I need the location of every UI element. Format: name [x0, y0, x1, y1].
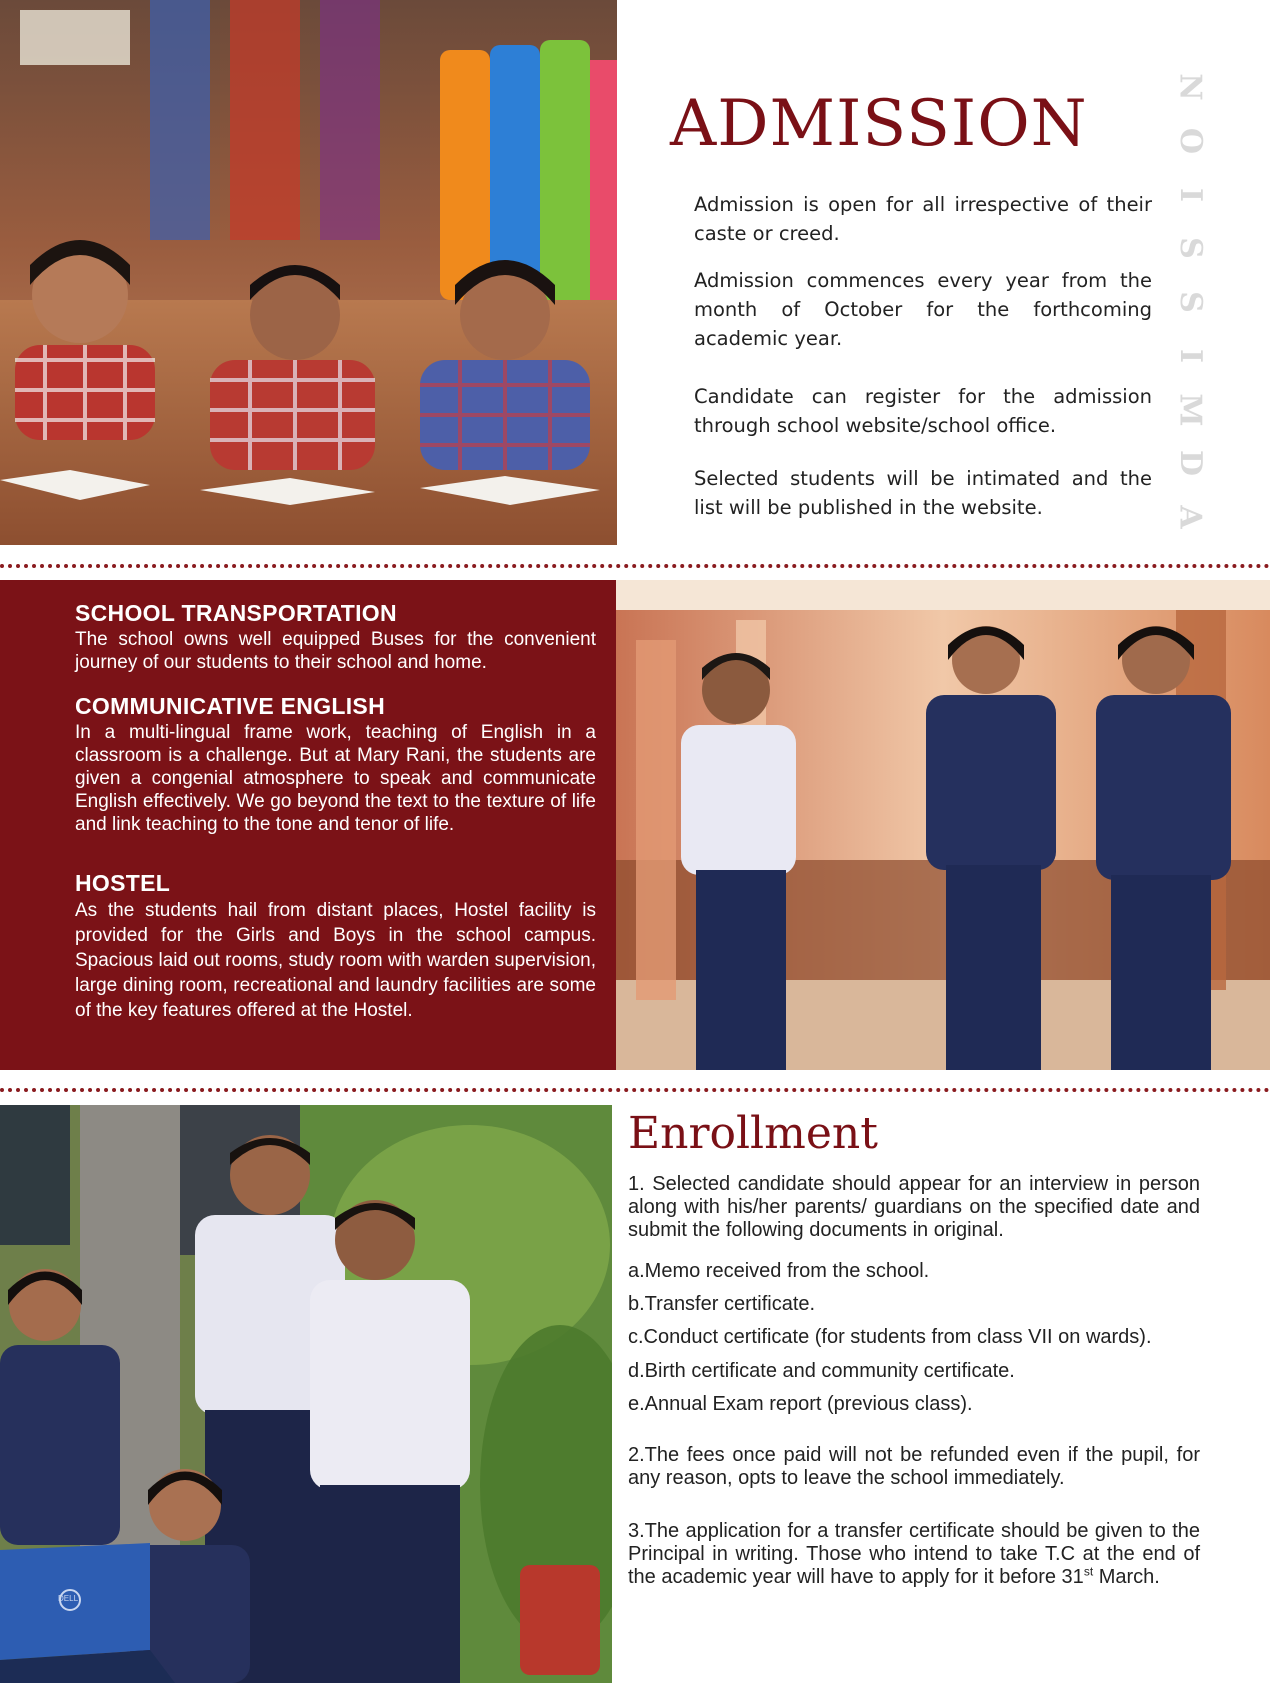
students-corridor-photo	[616, 580, 1270, 1070]
english-heading: COMMUNICATIVE ENGLISH	[75, 693, 385, 719]
document-item: b.Transfer certificate.	[628, 1293, 816, 1315]
dotted-divider	[0, 564, 1270, 568]
document-item: d.Birth certificate and community certificate.	[628, 1360, 1015, 1382]
laptop-brand-logo: DELL	[58, 1594, 79, 1603]
children-reading-photo	[0, 0, 617, 545]
document-item: e.Annual Exam report (previous class).	[628, 1393, 973, 1415]
enrollment-point-2: 2.The fees once paid will not be refunded even if the pupil, for any reason, opts to leave the school immediately.	[628, 1444, 1200, 1489]
document-item: a.Memo received from the school.	[628, 1260, 930, 1282]
watermark-letter: I	[1172, 187, 1208, 202]
watermark-letter: D	[1172, 450, 1208, 477]
admission-paragraph: Admission is open for all irrespective of their caste or creed.	[694, 193, 1152, 245]
english-text: In a multi-lingual frame work, teaching of English in a classroom is a challenge. But at Mary Rani, the students are given a congenial atmosphere to speak and communicate English effectively. We go beyond the text to the texture of life and link teaching to the tone and tenor of life.	[75, 722, 596, 835]
enrollment-point-3-end: March.	[1098, 1566, 1160, 1588]
watermark-letter: I	[1172, 348, 1208, 363]
enrollment-title: Enrollment	[628, 1108, 878, 1159]
hostel-text: As the students hail from distant places, Hostel facility is provided for the Girls and Boys in the school campus. Spacious laid out rooms, study room with warden supervision, large dining room, recreational and laundry facilities are some of the key features offered at the Hostel.	[75, 900, 596, 1021]
enrollment-point-3-sup: st	[1083, 1564, 1094, 1579]
watermark-letter: S	[1172, 291, 1208, 313]
enrollment-point-1: 1. Selected candidate should appear for an interview in person along with his/her parents/ guardians on the specified date and submit the following documents in original.	[628, 1173, 1200, 1241]
dotted-divider	[0, 1088, 1270, 1092]
watermark-letter: N	[1172, 73, 1208, 101]
admission-paragraph: Admission commences every year from the month of October for the forthcoming academic year.	[694, 269, 1152, 350]
admission-title: ADMISSION	[670, 87, 1088, 161]
enrollment-point-3	[628, 1520, 1200, 1589]
watermark-letter: S	[1172, 237, 1208, 260]
admission-paragraph: Candidate can register for the admission through school website/school office.	[694, 385, 1152, 437]
transport-text: The school owns well equipped Buses for the convenient journey of our students to their school and home.	[75, 629, 596, 673]
enrollment-point-3-main: 3.The application for a transfer certificate should be given to the Principal in writing. Those who intend to take T.C at the end of the academic year will have to apply for it before 31	[628, 1520, 1200, 1588]
hostel-heading: HOSTEL	[75, 870, 171, 896]
admission-paragraph: Selected students will be intimated and the list will be published in the website.	[694, 467, 1152, 519]
watermark-letter: A	[1173, 505, 1208, 529]
watermark-letter: O	[1172, 127, 1208, 154]
watermark-letter: M	[1173, 392, 1208, 427]
students-laptop-photo	[0, 1105, 612, 1683]
transport-heading: SCHOOL TRANSPORTATION	[75, 600, 397, 626]
document-item: c.Conduct certificate (for students from class VII on wards).	[628, 1326, 1152, 1348]
admission-vertical-watermark	[1168, 72, 1212, 532]
features-panel	[0, 580, 616, 1070]
